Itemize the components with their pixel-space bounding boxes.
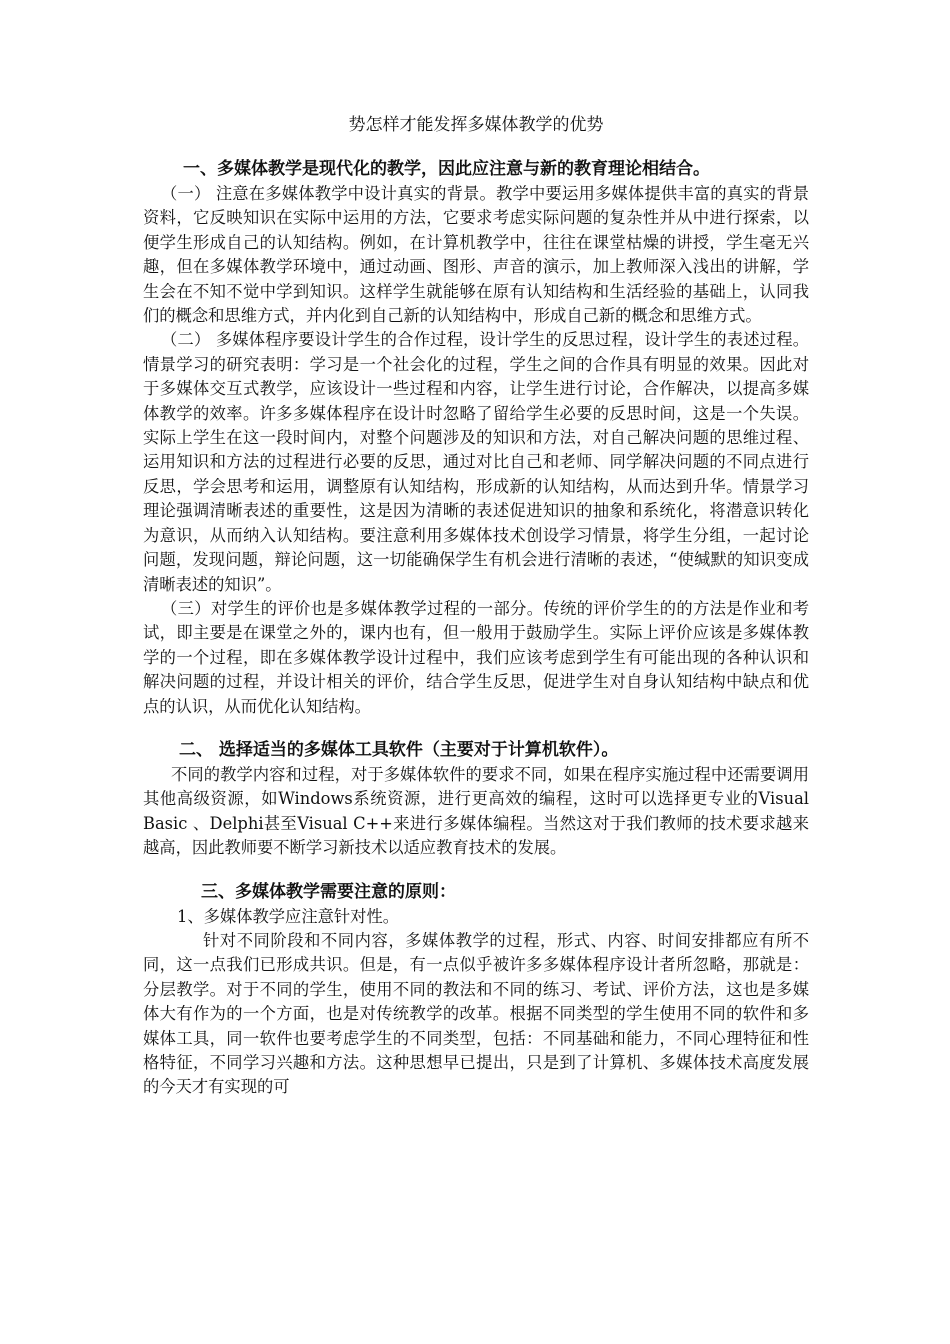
document-page <box>143 112 809 1100</box>
section1-paragraph-3: （三）对学生的评价也是多媒体教学过程的一部分。传统的评价学生的的方法是作业和考试，即主要是在课堂之外的，课内也有，但一般用于鼓励学生。实际上评价应该是多媒体教学的一个过程，即在多媒体教学设计过程中，我们应该考虑到学生有可能出现的各种认识和解决问题的过程，并设计相关的评价，结合学生反思，促进学生对自身认知结构中缺点和优点的认识，从而优化认知结构。 <box>143 598 809 716</box>
section3-heading: 三、多媒体教学需要注意的原则： <box>201 881 456 902</box>
section3-paragraph-1: 针对不同阶段和不同内容，多媒体教学的过程，形式、内容、时间安排都应有所不同，这一点我们已形成共识。但是，有一点似乎被许多多媒体程序设计者所忽略，那就是：分层教学。对于不同的学生，使用不同的教法和不同的练习、考试、评价方法，这也是多媒体大有作为的一个方面，也是对传统教学的改革。根据不同类型的学生使用不同的软件和多媒体工具，同一软件也要考虑学生的不同类型，包括：不同基础和能力，不同心理特征和性格特征，不同学习兴趣和方法。这种思想早已提出，只是到了计算机、多媒体技术高度发展的今天才有实现的可 <box>143 930 809 1097</box>
section1-paragraph-1: （一） 注意在多媒体教学中设计真实的背景。教学中要运用多媒体提供丰富的真实的背景资料，它反映知识在实际中运用的方法，它要求考虑实际问题的复杂性并从中进行探索，以便学生形成自己的认知结构。例如，在计算机教学中，往往在课堂枯燥的讲授，学生毫无兴趣，但在多媒体教学环境中，通过动画、图形、声音的演示，加上教师深入浅出的讲解，学生会在不知不觉中学到知识。这样学生就能够在原有认知结构和生活经验的基础上，认同我们的概念和思维方式，并内化到自己新的认知结构中，形成自己新的概念和思维方式。 <box>143 184 809 326</box>
section1-heading: 一、多媒体教学是现代化的教学，因此应注意与新的教育理论相结合。 <box>183 159 710 179</box>
document-title: 势怎样才能发挥多媒体教学的优势 <box>348 115 604 135</box>
section2-paragraph-1: 不同的教学内容和过程，对于多媒体软件的要求不同，如果在程序实施过程中还需要调用其他高级资源，如Windows系统资源，进行更高效的编程，这时可以选择更专业的Visual Basic 、Delphi甚至Visual C++来进行多媒体编程。当然这对于我们教师的技术要求越来越高，因此教师要不断学习新技术以适应教育技术的发展。 <box>143 764 809 858</box>
section2-heading: 二、 选择适当的多媒体工具软件（主要对于计算机软件）。 <box>179 739 619 760</box>
section3-item-1: 1、多媒体教学应注意针对性。 <box>177 906 400 926</box>
section1-paragraph-2: （二） 多媒体程序要设计学生的合作过程，设计学生的反思过程，设计学生的表述过程。情景学习的研究表明：学习是一个社会化的过程，学生之间的合作具有明显的效果。因此对于多媒体交互式教学，应该设计一些过程和内容，让学生进行讨论，合作解决，以提高多媒体教学的效率。许多多媒体程序在设计时忽略了留给学生必要的反思时间，这是一个失误。实际上学生在这一段时间内，对整个问题涉及的知识和方法，对自己解决问题的思维过程、运用知识和方法的过程进行必要的反思，通过对比自己和老师、同学解决问题的不同点进行反思，学会思考和运用，调整原有认知结构，形成新的认知结构，从而达到升华。情景学习理论强调清晰表述的重要性，这是因为清晰的表述促进知识的抽象和系统化，将潜意识转化为意识，从而纳入认知结构。要注意利用多媒体技术创设学习情景，将学生分组，一起讨论问题，发现问题，辩论问题，这一切能确保学生有机会进行清晰的表述，“使缄默的知识变成清晰表述的知识”。 <box>143 330 809 594</box>
